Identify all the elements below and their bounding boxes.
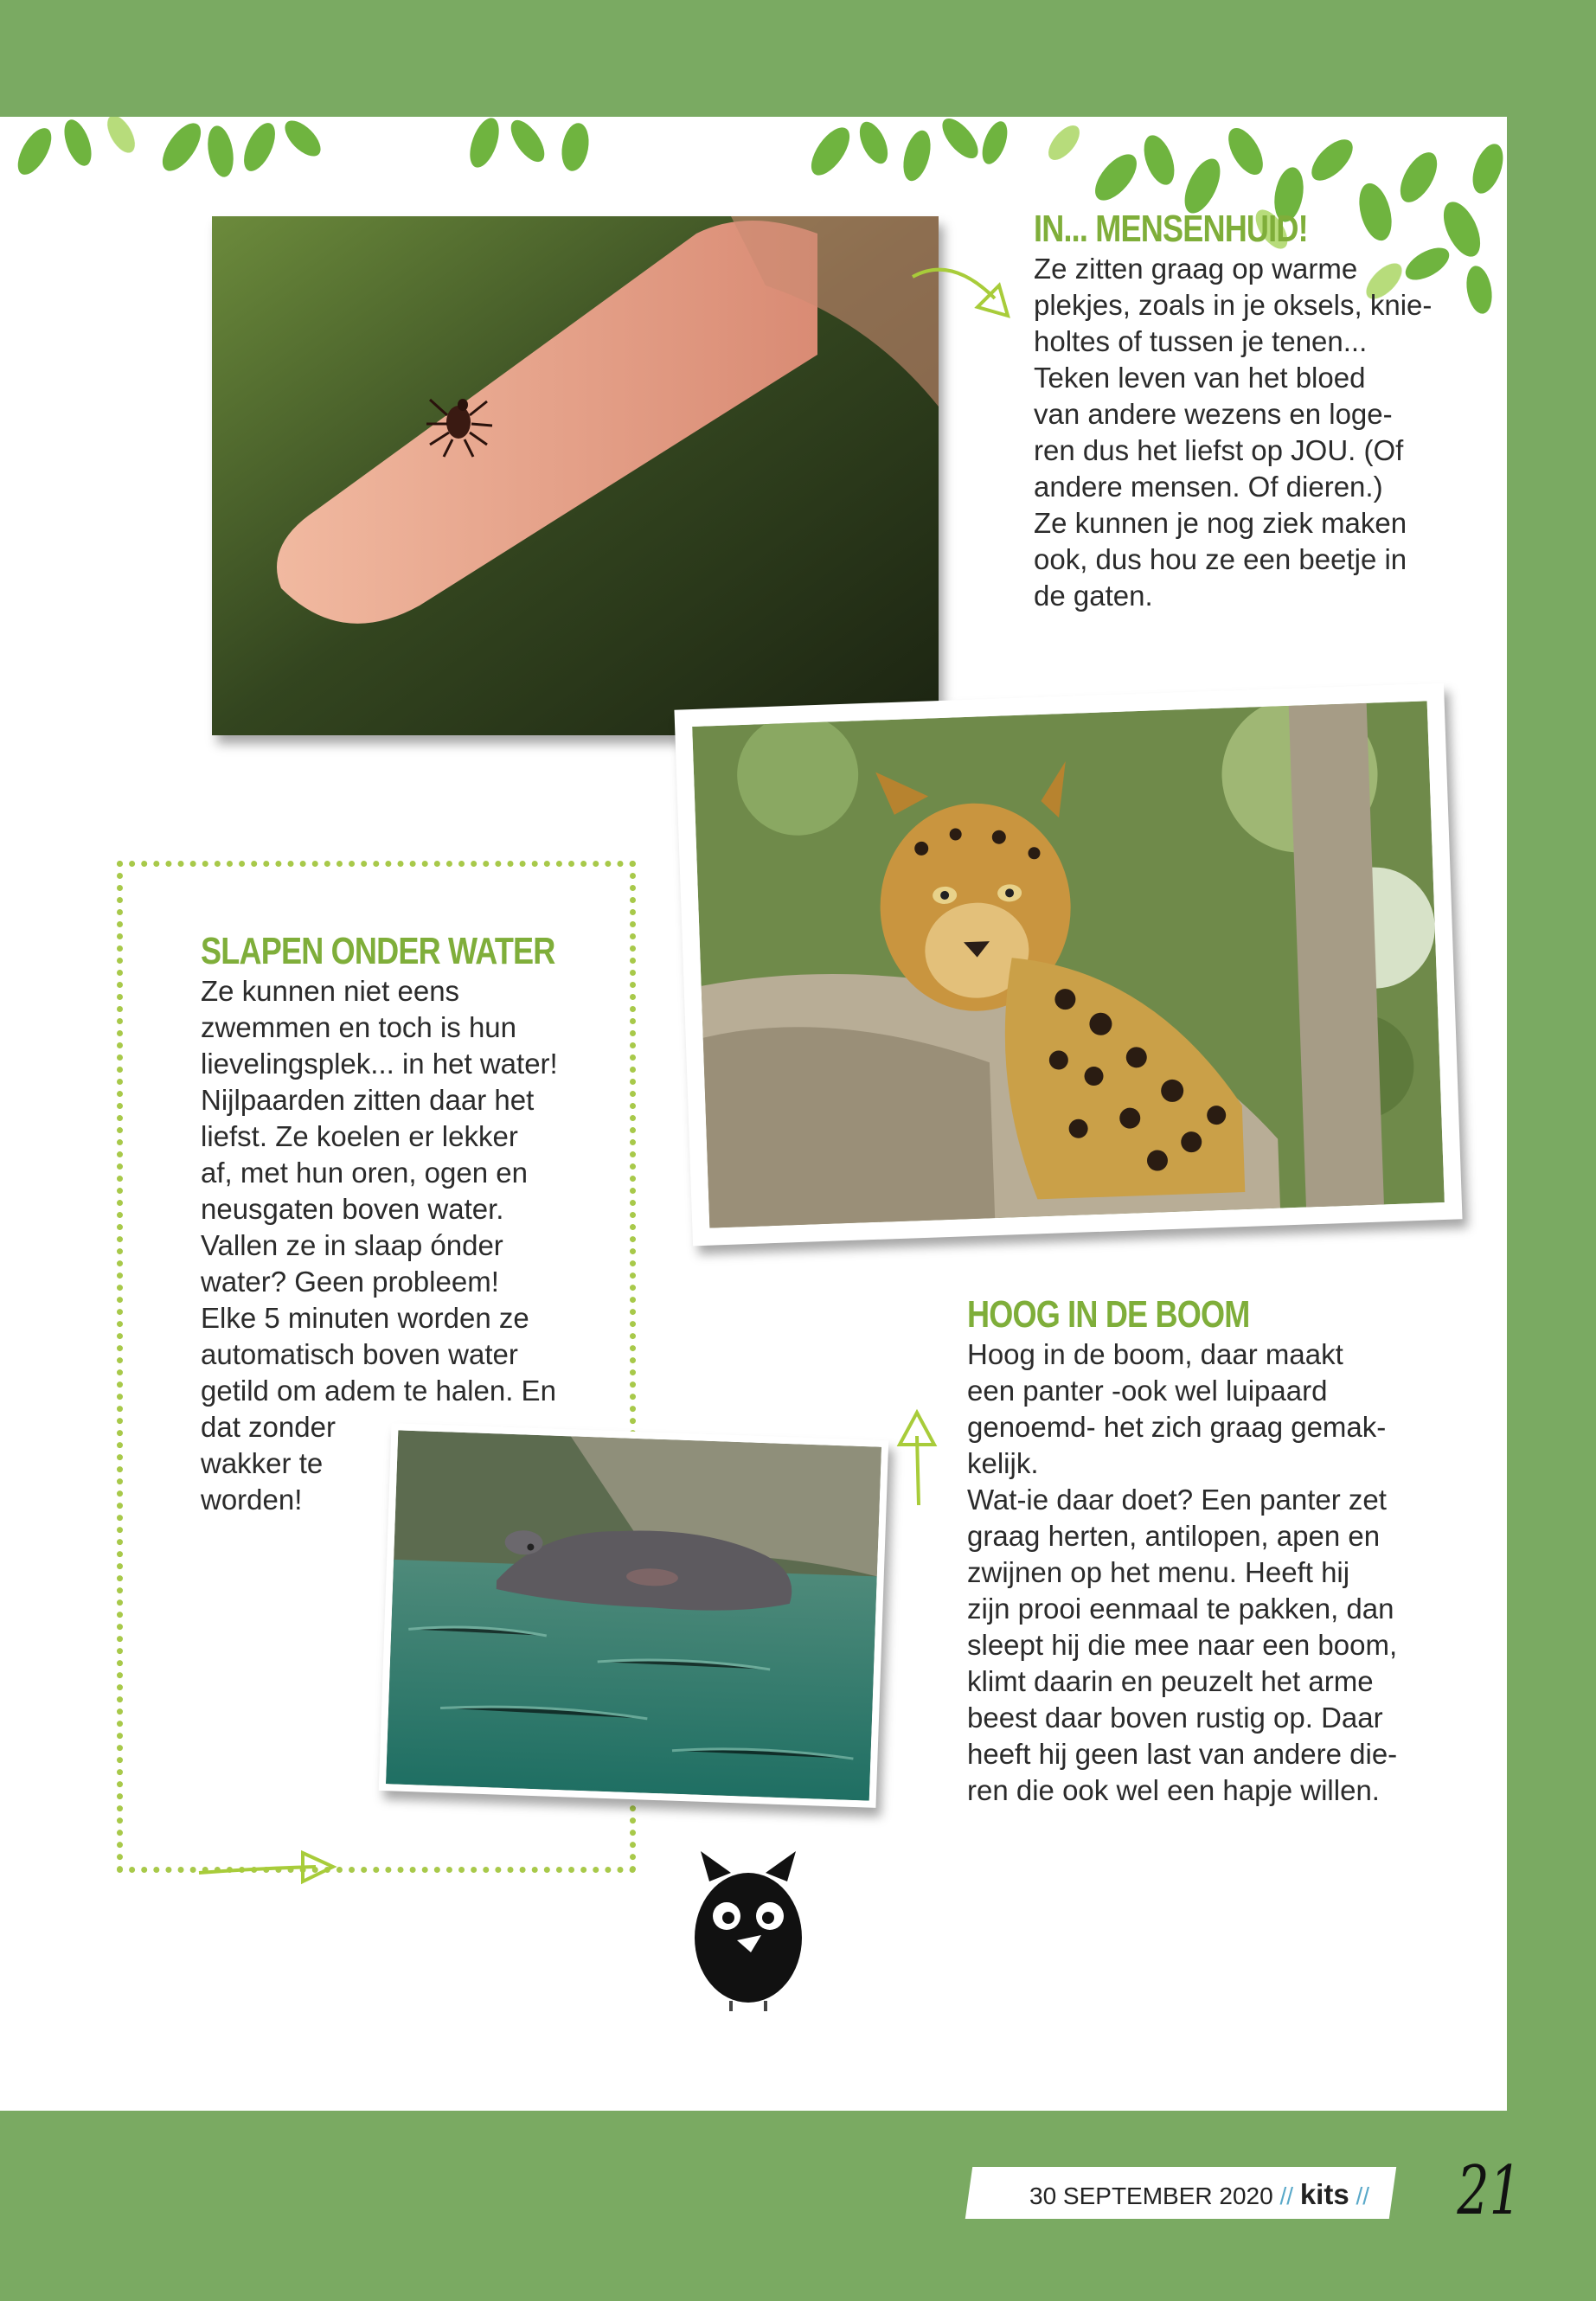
tick-on-finger-photo — [212, 216, 939, 735]
section-heading-slapen: SLAPEN ONDER WATER — [201, 930, 555, 972]
hand-drawn-arrow-icon — [195, 1843, 342, 1894]
footer-date: 30 SEPTEMBER 2020 — [1029, 2182, 1273, 2209]
footer-credit — [1029, 2178, 1369, 2211]
hand-drawn-arrow-icon — [891, 1406, 943, 1509]
hand-drawn-arrow-icon — [908, 260, 1021, 337]
footer-separator: // — [1279, 2182, 1294, 2209]
section-heading-boom: HOOG IN DE BOOM — [967, 1293, 1250, 1336]
leopard-in-tree-photo — [674, 683, 1462, 1247]
page-number: 21 — [1457, 2152, 1522, 2230]
hippo-in-water-photo — [379, 1423, 888, 1808]
footer-trailing-separator: // — [1356, 2182, 1370, 2209]
section-body-boom: Hoog in de boom, daar maakt een panter -ook wel luipaard genoemd- het zich graag gemak- kelijk. Wat-ie daar doet? Een panter zet graag herten, antilopen, apen en zwijnen op het menu. Heeft hij zijn prooi eenmaal te pakken, dan sleept hij die mee naar een boom, klimt daarin en peuzelt het arme beest daar boven rustig op. Daar heeft hij geen last van andere die- ren die ook wel een hapje willen. — [967, 1338, 1398, 1806]
section-body-mensenhuid: Ze zitten graag op warme plekjes, zoals in je oksels, knie- holtes of tussen je tenen... Teken leven van het bloed van andere wezens en loge- ren dus het liefst op JOU. (Of andere mensen. Of dieren.) Ze kunnen je nog ziek maken ook, dus hou ze een beetje in de gaten. — [1034, 253, 1433, 612]
section-heading-mensenhuid: IN... MENSENHUID! — [1034, 208, 1308, 250]
footer-brand: kits — [1299, 2178, 1349, 2210]
owl-mascot-icon — [683, 1847, 813, 2016]
section-body-slapen: Ze kunnen niet eens zwemmen en toch is hun lievelingsplek... in het water! Nijlpaarden zitten daar het liefst. Ze koelen er lekker af, met hun oren, ogen en neusgaten boven water. Vallen ze in slaap ónder water? Geen probleem! Elke 5 minuten worden ze automatisch boven water getild om adem te halen. En dat zonder wakker te worden! — [201, 975, 558, 1516]
